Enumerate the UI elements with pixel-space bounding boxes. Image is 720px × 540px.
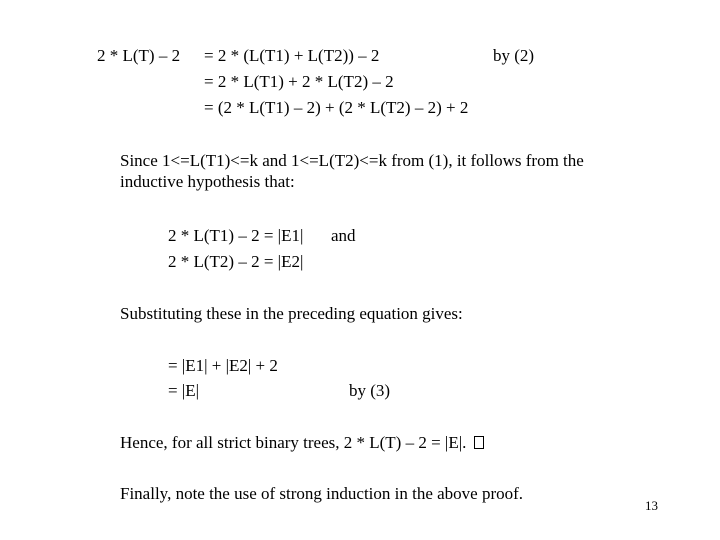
- since-paragraph-line-2: inductive hypothesis that:: [120, 172, 295, 191]
- page-number: 13: [645, 498, 658, 513]
- equation-line-3: = (2 * L(T1) – 2) + (2 * L(T2) – 2) + 2: [204, 98, 469, 117]
- result-line-2: = |E|: [168, 381, 200, 400]
- hypothesis-equation-1: 2 * L(T1) – 2 = |E1|: [168, 226, 304, 245]
- hypothesis-connector: and: [331, 226, 356, 245]
- equation-line-2: = 2 * L(T1) + 2 * L(T2) – 2: [204, 72, 394, 91]
- final-note: Finally, note the use of strong induction in the above proof.: [120, 484, 524, 503]
- qed-box-icon: [474, 436, 484, 449]
- substituting-text: Substituting these in the preceding equation gives:: [120, 304, 463, 323]
- equation-line-1: = 2 * (L(T1) + L(T2)) – 2: [204, 46, 380, 65]
- result-line-1: = |E1| + |E2| + 2: [168, 356, 278, 375]
- result-line-2-reference: by (3): [349, 381, 391, 400]
- since-paragraph-line-1: Since 1<=L(T1)<=k and 1<=L(T2)<=k from (1), it follows from the: [120, 151, 584, 170]
- equation-line-1-reference: by (2): [493, 46, 535, 65]
- conclusion-line: [120, 433, 484, 453]
- equation-lhs: 2 * L(T) – 2: [97, 46, 181, 65]
- hypothesis-equation-2: 2 * L(T2) – 2 = |E2|: [168, 252, 304, 271]
- conclusion-text: Hence, for all strict binary trees, 2 * L(T) – 2 = |E|.: [120, 433, 467, 452]
